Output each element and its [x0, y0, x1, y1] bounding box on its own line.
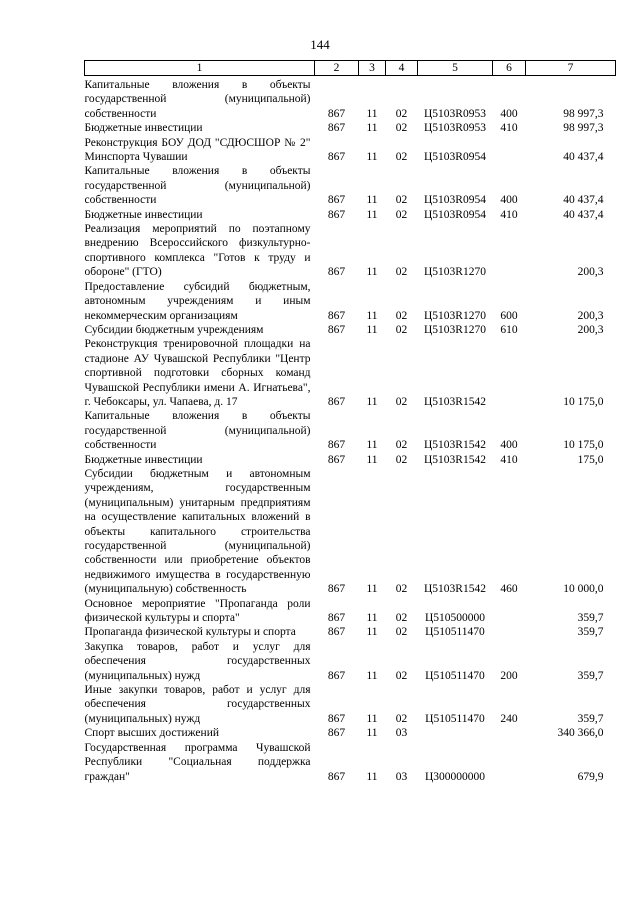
- row-amount: 40 437,4: [563, 208, 604, 221]
- table-row: [85, 597, 616, 626]
- row-ministry-code: 867: [327, 583, 346, 596]
- row-subsection: 02: [395, 107, 408, 120]
- table-row: [85, 121, 616, 135]
- row-subsection: 02: [395, 612, 408, 625]
- row-expense-type: [493, 741, 526, 784]
- row-target-code: Ц5103R1270: [424, 266, 486, 279]
- row-subsection: 02: [395, 151, 408, 164]
- row-target-code: Ц5103R1542: [424, 583, 486, 596]
- page-number: 144: [310, 37, 330, 52]
- table-row: [85, 625, 616, 639]
- row-subsection: 02: [395, 395, 408, 408]
- row-name: Капитальные вложения в объекты государственной (муниципальной) собственности: [84, 79, 311, 120]
- row-section: 11: [366, 323, 378, 336]
- row-name: Капитальные вложения в объекты государственной (муниципальной) собственности: [84, 165, 311, 207]
- table-row: [85, 164, 616, 207]
- row-target-code: Ц5103R1542: [424, 439, 486, 452]
- row-expense-type: 610: [500, 323, 518, 336]
- row-name: Бюджетные инвестиции: [84, 453, 203, 466]
- row-expense-type: 410: [500, 122, 518, 135]
- row-ministry-code: 867: [327, 770, 346, 783]
- row-expense-type: 400: [500, 439, 518, 452]
- row-ministry-code: 867: [327, 194, 346, 207]
- row-name: Бюджетные инвестиции: [84, 122, 203, 135]
- row-name: Бюджетные инвестиции: [84, 208, 203, 221]
- row-expense-type: 400: [500, 107, 518, 120]
- row-ministry-code: 867: [327, 453, 346, 466]
- row-subsection: 02: [395, 669, 408, 682]
- row-ministry-code: 867: [327, 712, 346, 725]
- table-row: [85, 640, 616, 683]
- row-subsection: 02: [395, 453, 408, 466]
- table-row: [85, 280, 616, 323]
- table-row: [85, 683, 616, 726]
- row-amount: 200,3: [577, 266, 604, 279]
- row-expense-type: [493, 337, 526, 409]
- header-cell-3: 3: [359, 61, 386, 76]
- header-row: [85, 61, 616, 76]
- row-name: Закупка товаров, работ и услуг для обеспечения государственных (муниципальных) нужд: [84, 640, 311, 682]
- row-amount: 359,7: [577, 626, 604, 639]
- table-row: [85, 136, 616, 165]
- row-name: Субсидии бюджетным и автономным учреждениям, государственным (муниципальным) унитарным предприятиям на осуществление капитальных вложений в объекты капитального строительства государственной (муниципальной) собственности или приобретение объектов недвижимого имущества в государственную (муниципальную) собственность: [84, 467, 311, 596]
- row-ministry-code: 867: [327, 439, 346, 452]
- row-name: Основное мероприятие "Пропаганда роли физической культуры и спорта": [84, 597, 311, 625]
- row-amount: 359,7: [577, 669, 604, 682]
- table-row: [85, 76, 616, 122]
- row-subsection: 02: [395, 208, 408, 221]
- row-subsection: 02: [395, 439, 408, 452]
- table-row: [85, 323, 616, 337]
- row-section: 11: [366, 208, 378, 221]
- row-name: Реконструкция БОУ ДОД "СДЮСШОР № 2" Минспорта Чувашии: [84, 136, 311, 164]
- row-ministry-code: 867: [327, 727, 346, 740]
- row-section: 11: [366, 309, 378, 322]
- row-target-code: Ц5103R0954: [424, 151, 486, 164]
- row-ministry-code: 867: [327, 669, 346, 682]
- table-row: [85, 208, 616, 222]
- row-name: Субсидии бюджетным учреждениям: [84, 323, 264, 336]
- row-ministry-code: 867: [327, 395, 346, 408]
- row-section: 11: [366, 122, 378, 135]
- header-cell-2: 2: [315, 61, 359, 76]
- row-expense-type: 400: [500, 194, 518, 207]
- row-section: 11: [366, 453, 378, 466]
- row-target-code: Ц510500000: [424, 612, 486, 625]
- table-row: [85, 222, 616, 280]
- budget-table: [84, 60, 616, 784]
- row-section: 11: [366, 194, 378, 207]
- row-amount: 200,3: [577, 309, 604, 322]
- row-name: Предоставление субсидий бюджетным, автономным учреждениям и иным некоммерческим организациям: [84, 280, 311, 322]
- row-section: 11: [366, 770, 378, 783]
- row-subsection: 02: [395, 583, 408, 596]
- row-name: Спорт высших достижений: [84, 727, 220, 740]
- row-expense-type: [493, 726, 526, 740]
- row-name: Иные закупки товаров, работ и услуг для обеспечения государственных (муниципальных) нужд: [84, 684, 311, 725]
- row-amount: 175,0: [577, 453, 604, 466]
- row-ministry-code: 867: [327, 323, 346, 336]
- table-row: [85, 741, 616, 784]
- header-cell-6: 6: [493, 61, 526, 76]
- row-amount: 10 000,0: [563, 583, 604, 596]
- row-name: Реконструкция тренировочной площадки на стадионе АУ Чувашской Республики "Центр спортивной подготовки сборных команд Чувашской Республики имени А. Игнатьева", г. Чебоксары, ул. Чапаева, д. 17: [84, 338, 311, 408]
- row-ministry-code: 867: [327, 612, 346, 625]
- row-name: Реализация мероприятий по поэтапному внедрению Всероссийского физкультурно-спортивного комплекса "Готов к труду и обороне" (ГТО): [84, 223, 311, 279]
- row-target-code: [418, 726, 493, 740]
- row-subsection: 03: [395, 727, 408, 740]
- row-amount: 40 437,4: [563, 151, 604, 164]
- header-cell-1: 1: [85, 61, 315, 76]
- row-target-code: Ц510511470: [425, 626, 485, 639]
- row-ministry-code: 867: [327, 208, 346, 221]
- row-expense-type: 200: [500, 669, 518, 682]
- row-expense-type: [493, 597, 526, 626]
- row-amount: 98 997,3: [563, 107, 604, 120]
- row-expense-type: [493, 136, 526, 165]
- row-amount: 359,7: [577, 712, 604, 725]
- row-ministry-code: 867: [327, 107, 346, 120]
- row-section: 11: [366, 669, 378, 682]
- row-section: 11: [366, 107, 378, 120]
- row-expense-type: [493, 625, 526, 639]
- row-name: Государственная программа Чувашской Республики "Социальная поддержка граждан": [84, 741, 311, 783]
- row-expense-type: 240: [500, 712, 518, 725]
- row-amount: 200,3: [577, 323, 604, 336]
- row-subsection: 03: [395, 770, 408, 783]
- row-target-code: Ц300000000: [424, 770, 486, 783]
- row-amount: 10 175,0: [563, 439, 604, 452]
- table-row: [85, 409, 616, 452]
- row-amount: 679,9: [577, 770, 604, 783]
- row-target-code: Ц5103R0953: [424, 122, 486, 135]
- row-expense-type: [493, 222, 526, 280]
- row-amount: 359,7: [577, 612, 604, 625]
- table-row: [85, 726, 616, 740]
- table-row: [85, 453, 616, 467]
- row-target-code: Ц5103R0954: [424, 208, 486, 221]
- row-target-code: Ц5103R1542: [424, 453, 486, 466]
- row-expense-type: 410: [500, 453, 518, 466]
- header-cell-5: 5: [418, 61, 493, 76]
- row-amount: 340 366,0: [557, 727, 604, 740]
- row-name: Капитальные вложения в объекты государственной (муниципальной) собственности: [84, 410, 311, 452]
- row-amount: 40 437,4: [563, 194, 604, 207]
- row-subsection: 02: [395, 266, 408, 279]
- row-target-code: Ц510511470: [425, 712, 485, 725]
- row-name: Пропаганда физической культуры и спорта: [84, 626, 296, 639]
- row-expense-type: 410: [500, 208, 518, 221]
- row-target-code: Ц5103R0953: [424, 107, 486, 120]
- header-cell-4: 4: [386, 61, 418, 76]
- row-section: 11: [366, 626, 378, 639]
- row-amount: 10 175,0: [563, 395, 604, 408]
- row-section: 11: [366, 395, 378, 408]
- row-subsection: 02: [395, 712, 408, 725]
- row-section: 11: [366, 151, 378, 164]
- row-target-code: Ц510511470: [425, 669, 485, 682]
- row-subsection: 02: [395, 323, 408, 336]
- row-section: 11: [366, 727, 378, 740]
- row-section: 11: [366, 712, 378, 725]
- row-ministry-code: 867: [327, 122, 346, 135]
- row-ministry-code: 867: [327, 626, 346, 639]
- row-expense-type: 460: [500, 583, 518, 596]
- row-ministry-code: 867: [327, 266, 346, 279]
- row-section: 11: [366, 266, 378, 279]
- row-amount: 98 997,3: [563, 122, 604, 135]
- row-ministry-code: 867: [327, 309, 346, 322]
- row-subsection: 02: [395, 194, 408, 207]
- row-expense-type: 600: [500, 309, 518, 322]
- row-target-code: Ц5103R1270: [424, 309, 486, 322]
- table-row: [85, 467, 616, 597]
- row-target-code: Ц5103R1542: [424, 395, 486, 408]
- row-subsection: 02: [395, 309, 408, 322]
- row-subsection: 02: [395, 122, 408, 135]
- row-target-code: Ц5103R1270: [424, 323, 486, 336]
- row-subsection: 02: [395, 626, 408, 639]
- header-cell-7: 7: [526, 61, 616, 76]
- row-section: 11: [366, 583, 378, 596]
- row-ministry-code: 867: [327, 151, 346, 164]
- row-target-code: Ц5103R0954: [424, 194, 486, 207]
- row-section: 11: [366, 612, 378, 625]
- row-section: 11: [366, 439, 378, 452]
- table-row: [85, 337, 616, 409]
